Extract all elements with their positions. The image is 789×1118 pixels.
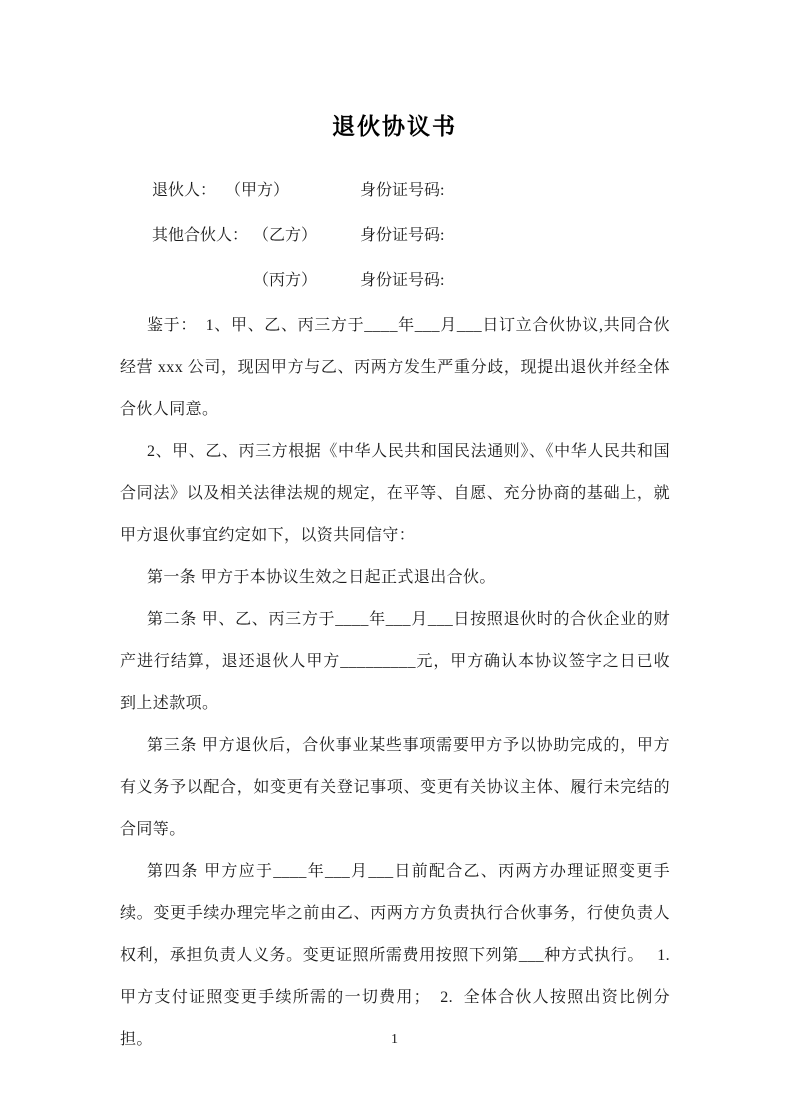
parties-section [0, 168, 789, 303]
party-line-bingfang [0, 258, 789, 303]
party-line-jiafang [0, 168, 789, 213]
paragraph-article-4: 第四条 甲方应于____年___月___日前配合乙、丙两方办理证照变更手续。变更手续办理完毕之前由乙、丙两方方负责执行合伙事务，行使负责人权利，承担负责人义务。变更证照所需费用按照下列第___种方式执行。 1. 甲方支付证照变更手续所需的一切费用； 2. 全体合伙人按照出资比例分担。 [120, 863, 679, 1048]
id-number-label: 身份证号码: [360, 182, 445, 199]
paragraph-recitals-2: 2、甲、乙、丙三方根据《中华人民共和国民法通则》、《中华人民共和国合同法》以及相关法律法规的规定，在平等、自愿、充分协商的基础上，就甲方退伙事宜约定如下，以资共同信守： [120, 443, 670, 544]
page-number: 1 [391, 1032, 398, 1047]
paragraph-article-2: 第二条 甲、乙、丙三方于____年___月___日按照退伙时的合伙企业的财产进行结算，退还退伙人甲方_________元，甲方确认本协议签字之日已收到上述款项。 [120, 611, 670, 712]
party-name: （丙方） [253, 272, 318, 289]
party-role-label: 退伙人： [152, 182, 217, 199]
paragraph-recitals-1: 鉴于： 1、甲、乙、丙三方于____年___月___日订立合伙协议,共同合伙经营 xxx 公司，现因甲方与乙、丙两方发生严重分歧，现提出退伙并经全体合伙人同意。 [120, 317, 670, 418]
document-title: 退伙协议书 [332, 114, 457, 139]
party-name: （乙方） [253, 227, 318, 244]
paragraph-article-1: 第一条 甲方于本协议生效之日起正式退出合伙。 [147, 569, 496, 586]
id-number-label: 身份证号码: [360, 272, 445, 289]
party-line-yifang [0, 213, 789, 258]
party-name: （甲方） [225, 182, 290, 199]
document-body [120, 305, 679, 1061]
party-role-label: 其他合伙人： [152, 227, 249, 244]
paragraph-article-3: 第三条 甲方退伙后，合伙事业某些事项需要甲方予以协助完成的，甲方有义务予以配合，如变更有关登记事项、变更有关协议主体、履行未完结的合同等。 [120, 737, 670, 838]
id-number-label: 身份证号码: [360, 227, 445, 244]
